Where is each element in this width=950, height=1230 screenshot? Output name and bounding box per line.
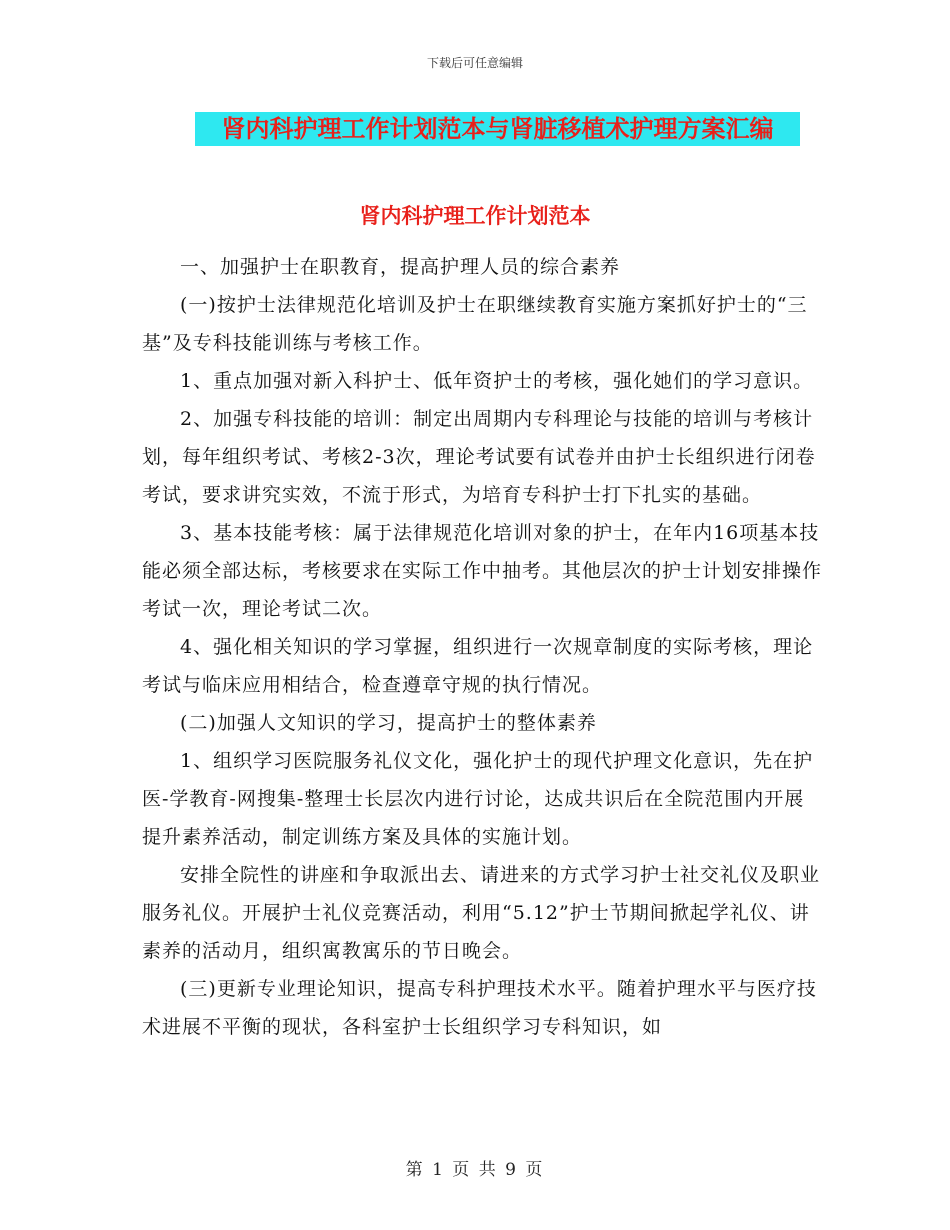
paragraph: 一、加强护士在职教育，提高护理人员的综合素养 xyxy=(180,256,621,278)
body-text xyxy=(142,248,822,1046)
paragraph: 1、重点加强对新入科护士、低年资护士的考核，强化她们的学习意识。 xyxy=(180,370,814,392)
paragraph: (二)加强人文知识的学习，提高护士的整体素养 xyxy=(180,712,597,734)
paragraph: 2、加强专科技能的培训：制定出周期内专科理论与技能的培训与考核计划，每年组织考试、考核2-3次，理论考试要有试卷并由护士长组织进行闭卷考试，要求讲究实效，不流于形式，为培育专科护士打下扎实的基础。 xyxy=(142,408,816,506)
page-footer: 第 1 页 共 9 页 xyxy=(405,1160,545,1180)
paragraph: 3、基本技能考核：属于法律规范化培训对象的护士，在年内16项基本技能必须全部达标，考核要求在实际工作中抽考。其他层次的护士计划安排操作考试一次，理论考试二次。 xyxy=(142,522,823,620)
paragraph: 1、组织学习医院服务礼仪文化，强化护士的现代护理文化意识，先在护医-学教育-网搜集-整理士长层次内进行讨论，达成共识后在全院范围内开展提升素养活动，制定训练方案及具体的实施计划。 xyxy=(142,750,814,848)
header-note: 下载后可任意编辑 xyxy=(426,56,523,70)
paragraph: (三)更新专业理论知识，提高专科护理技术水平。随着护理水平与医疗技术进展不平衡的现状，各科室护士长组织学习专科知识，如 xyxy=(142,978,817,1038)
paragraph: 4、强化相关知识的学习掌握，组织进行一次规章制度的实际考核，理论考试与临床应用相结合，检查遵章守规的执行情况。 xyxy=(142,636,814,696)
section-title: 肾内科护理工作计划范本 xyxy=(359,203,591,228)
paragraph: 安排全院性的讲座和争取派出去、请进来的方式学习护士社交礼仪及职业服务礼仪。开展护士礼仪竞赛活动，利用“5.12”护士节期间掀起学礼仪、讲素养的活动月，组织寓教寓乐的节日晚会。 xyxy=(142,864,821,962)
paragraph: (一)按护士法律规范化培训及护士在职继续教育实施方案抓好护士的“三基”及专科技能训练与考核工作。 xyxy=(142,294,808,354)
document-title: 肾内科护理工作计划范本与肾脏移植术护理方案汇编 xyxy=(195,112,800,146)
